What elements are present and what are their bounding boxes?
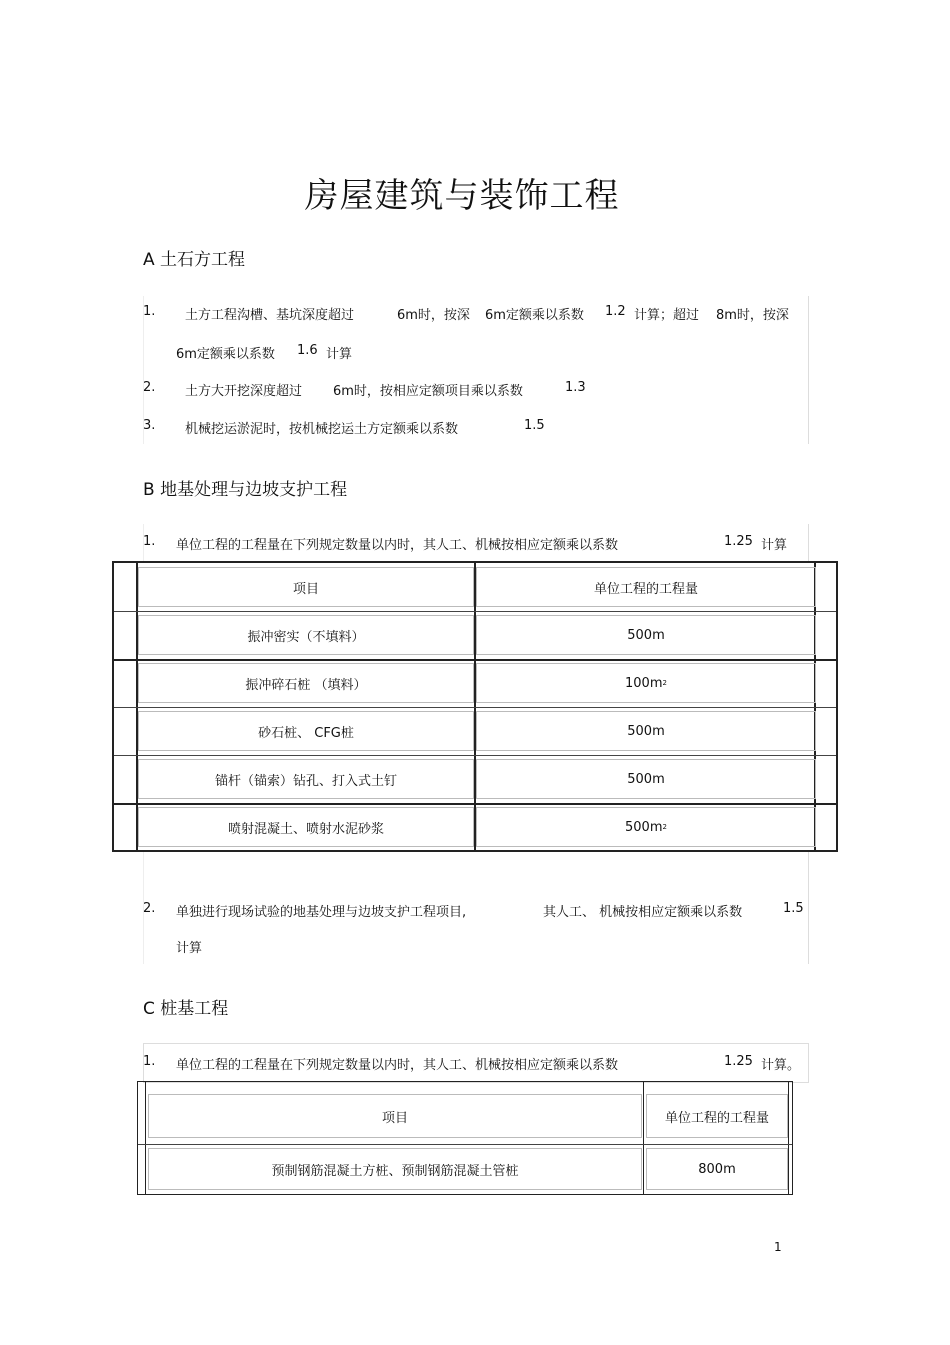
a-item-1-text: 6m定额乘以系数 <box>485 308 584 323</box>
table-header-cell: 项目 <box>148 1094 642 1138</box>
table-row <box>114 803 836 851</box>
b-item-1-text: 单位工程的工程量在下列规定数量以内时，其人工、机械按相应定额乘以系数 <box>176 538 619 553</box>
qty-value: 100m <box>625 675 663 691</box>
a-item-1-factor: 1.2 <box>605 304 626 319</box>
table-row <box>114 611 836 661</box>
table-cell-item: 喷射混凝土、喷射水泥砂浆 <box>138 807 474 847</box>
table-cell-item: 锚杆（锚索）钻孔、打入式土钉 <box>138 759 474 799</box>
section-b-heading: B 地基处理与边坡支护工程 <box>143 480 348 500</box>
qty-value: 500m <box>627 627 665 643</box>
b-item-2-text: 单独进行现场试验的地基处理与边坡支护工程项目, <box>176 905 467 920</box>
table-row <box>114 707 836 756</box>
table-cell-qty <box>476 807 816 847</box>
a-item-2-factor: 1.3 <box>565 380 586 395</box>
section-a-heading: A 土石方工程 <box>143 250 246 270</box>
table-cell-qty <box>476 663 816 703</box>
table-cell-item: 预制钢筋混凝土方桩、预制钢筋混凝土管桩 <box>148 1148 642 1190</box>
a-item-2-text: 6m时，按相应定额项目乘以系数 <box>333 384 523 399</box>
a-item-1-text: 6m时，按深 <box>397 308 470 323</box>
a-item-1-text: 8m时，按深 <box>716 308 789 323</box>
b-item-1-num: 1. <box>143 534 156 549</box>
table-row <box>114 755 836 805</box>
qty-sup: 2 <box>662 823 667 831</box>
a-item-3-num: 3. <box>143 418 156 433</box>
qty-value: 500m <box>627 771 665 787</box>
b-item-2-text: 其人工、 机械按相应定额乘以系数 <box>543 905 743 920</box>
table-cell-item: 振冲碎石桩 （填料） <box>138 663 474 703</box>
table-c <box>137 1081 793 1195</box>
qty-value: 500m <box>627 723 665 739</box>
table-row <box>114 659 836 708</box>
b-item-2-cont: 计算 <box>176 941 203 956</box>
a-item-2-text: 土方大开挖深度超过 <box>185 384 303 399</box>
a-item-2-num: 2. <box>143 380 156 395</box>
table-cell-qty <box>476 615 816 655</box>
page-number: 1 <box>774 1240 782 1254</box>
table-b <box>112 561 838 852</box>
a-item-1-cont: 计算 <box>326 347 353 362</box>
a-item-1-factor-2: 1.6 <box>297 343 318 358</box>
table-header-cell: 项目 <box>138 567 474 607</box>
c-item-1-factor: 1.25 <box>724 1054 753 1069</box>
table-row <box>138 1144 792 1194</box>
a-item-3-factor: 1.5 <box>524 418 545 433</box>
table-cell-qty <box>476 759 816 799</box>
qty-sup: 2 <box>662 679 667 687</box>
table-header-row <box>138 1082 792 1145</box>
table-header-row <box>114 563 836 612</box>
table-cell-qty <box>476 711 816 751</box>
qty-value: 500m <box>625 819 663 835</box>
a-item-1-num: 1. <box>143 304 156 319</box>
section-c-heading: C 桩基工程 <box>143 999 229 1019</box>
table-cell-item: 砂石桩、 CFG桩 <box>138 711 474 751</box>
table-cell-qty: 800m <box>646 1148 788 1190</box>
page-title: 房屋建筑与装饰工程 <box>304 176 620 216</box>
c-item-1-num: 1. <box>143 1054 156 1069</box>
a-item-1-text: 土方工程沟槽、基坑深度超过 <box>185 308 355 323</box>
a-item-1-cont: 6m定额乘以系数 <box>176 347 275 362</box>
table-header-cell: 单位工程的工程量 <box>476 567 816 607</box>
table-header-cell: 单位工程的工程量 <box>646 1094 788 1138</box>
b-item-1-tail: 计算 <box>761 538 788 553</box>
c-item-1-text: 单位工程的工程量在下列规定数量以内时，其人工、机械按相应定额乘以系数 <box>176 1058 619 1073</box>
b-item-1-factor: 1.25 <box>724 534 753 549</box>
a-item-3-text: 机械挖运淤泥时，按机械挖运土方定额乘以系数 <box>185 422 459 437</box>
a-item-1-text: 计算；超过 <box>634 308 700 323</box>
c-item-1-tail: 计算。 <box>761 1058 801 1073</box>
b-item-2-num: 2. <box>143 901 156 916</box>
b-item-2-factor: 1.5 <box>783 901 804 916</box>
table-cell-item: 振冲密实（不填料） <box>138 615 474 655</box>
